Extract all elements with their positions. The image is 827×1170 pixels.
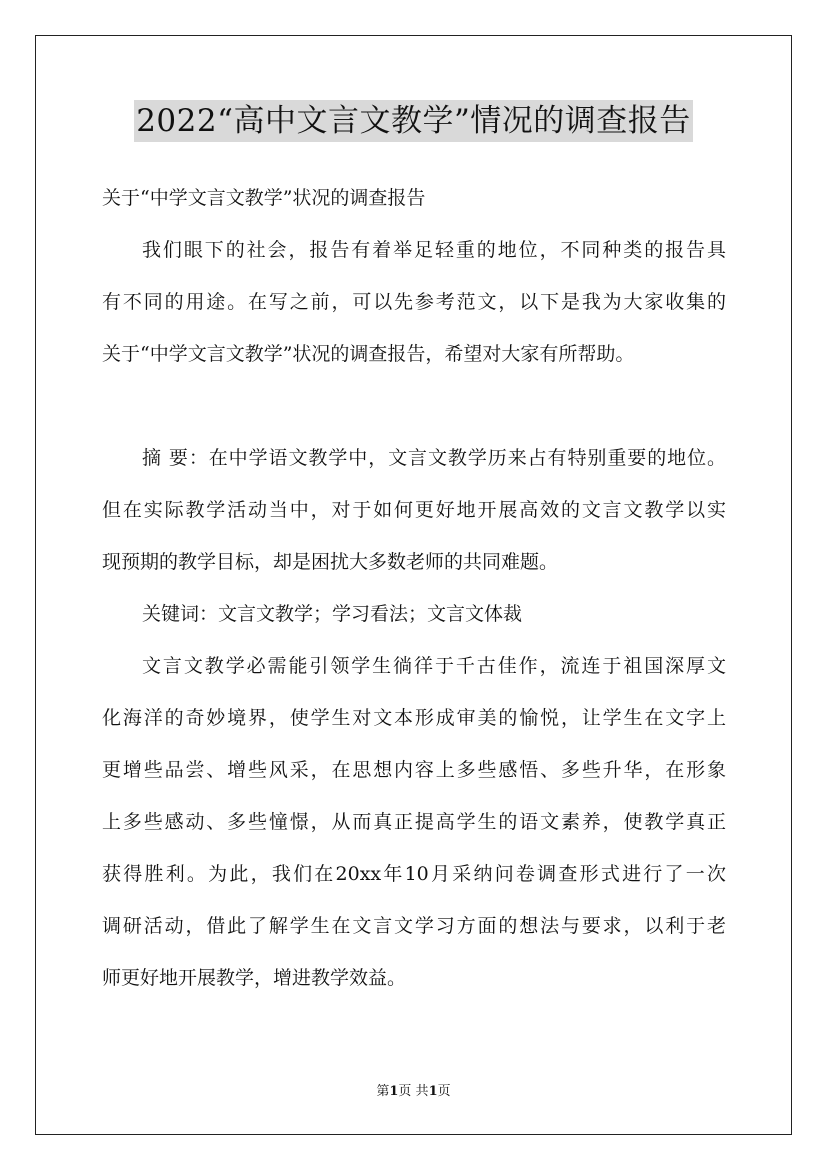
body-paragraph (102, 640, 726, 1004)
subtitle-line: 关于“中学文言文教学”状况的调查报告 (102, 187, 426, 209)
footer-total-pages: 1 (428, 1084, 438, 1099)
keywords-paragraph (102, 588, 726, 640)
blank-line (102, 380, 726, 432)
paragraph-line: 获得胜利。为此，我们在20xx年10月采纳问卷调查形式进行了一次 (102, 863, 726, 885)
document-body (102, 172, 726, 1004)
footer-page-mid: 页 共 (398, 1084, 429, 1099)
document-title: 2022“高中文言文教学”情况的调查报告 (134, 100, 693, 142)
footer-page-number: 1 (389, 1084, 399, 1099)
footer-page-suffix: 页 (437, 1084, 451, 1099)
paragraph-line: 调研活动，借此了解学生在文言文学习方面的想法与要求，以利于老 (102, 915, 726, 937)
paragraph-line: 师更好地开展教学，增进教学效益。 (102, 967, 407, 989)
keywords-line: 关键词：文言文教学；学习看法；文言文体裁 (142, 603, 523, 625)
paragraph-line: 关于“中学文言文教学”状况的调查报告，希望对大家有所帮助。 (102, 343, 635, 365)
paragraph-line: 但在实际教学活动当中，对于如何更好地开展高效的文言文教学以实 (102, 499, 726, 521)
paragraph-line: 化海洋的奇妙境界，使学生对文本形成审美的愉悦，让学生在文字上 (102, 707, 726, 729)
abstract-paragraph (102, 432, 726, 588)
paragraph-line: 现预期的教学目标，却是困扰大多数老师的共同难题。 (102, 551, 559, 573)
paragraph-line: 上多些感动、多些憧憬，从而真正提高学生的语文素养，使教学真正 (102, 811, 726, 833)
paragraph-line: 文言文教学必需能引领学生徜徉于千古佳作，流连于祖国深厚文 (142, 655, 726, 677)
title-container (0, 100, 827, 142)
paragraph-line: 更增些品尝、增些风采，在思想内容上多些感悟、多些升华，在形象 (102, 759, 726, 781)
paragraph-line: 我们眼下的社会，报告有着举足轻重的地位，不同种类的报告具 (142, 239, 726, 261)
page-footer (0, 1082, 827, 1102)
footer-page-prefix: 第 (376, 1084, 390, 1099)
paragraph-line: 有不同的用途。在写之前，可以先参考范文，以下是我为大家收集的 (102, 291, 726, 313)
intro-paragraph (102, 224, 726, 380)
paragraph-line: 摘 要：在中学语文教学中，文言文教学历来占有特别重要的地位。 (142, 447, 726, 469)
